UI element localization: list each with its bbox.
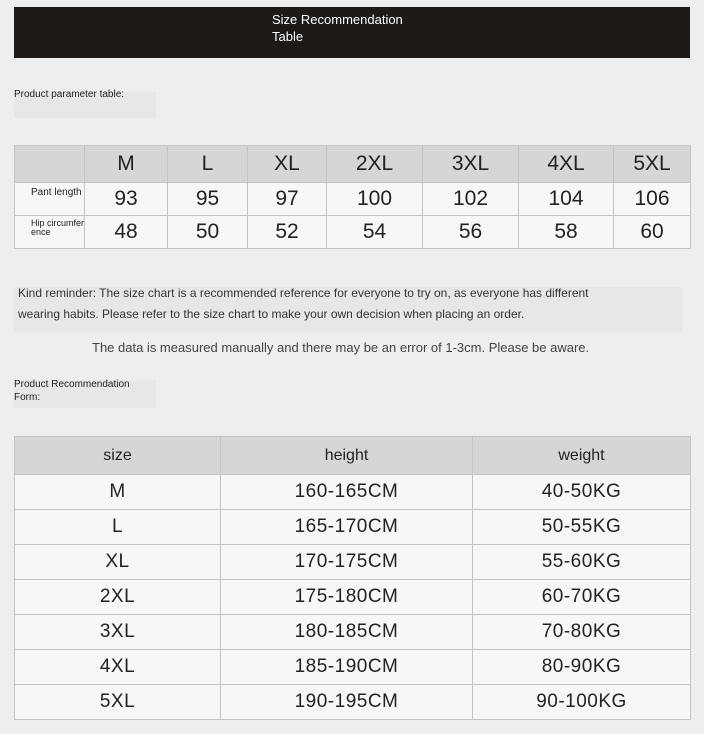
table-cell: 93	[85, 183, 168, 216]
table-row	[15, 685, 691, 720]
size-header: 3XL	[423, 146, 519, 183]
table-cell: 106	[614, 183, 691, 216]
table-cell: 102	[423, 183, 519, 216]
table-cell: XL	[15, 545, 221, 580]
banner-title: Size Recommendation Table	[272, 12, 403, 44]
table-cell: 48	[85, 216, 168, 249]
table-cell: 80-90KG	[473, 650, 691, 685]
table-cell: 54	[327, 216, 423, 249]
row-label-cell	[15, 216, 85, 249]
table-row	[15, 510, 691, 545]
table-cell: 50-55KG	[473, 510, 691, 545]
table-row	[15, 216, 691, 249]
table-cell: 2XL	[15, 580, 221, 615]
measurement-note: The data is measured manually and there may be an error of 1-3cm. Please be aware.	[92, 340, 590, 355]
table-row	[15, 650, 691, 685]
parameter-table-label: Product parameter table:	[14, 89, 125, 100]
row-label: Pant length	[31, 187, 82, 198]
table-row	[15, 580, 691, 615]
size-header: 2XL	[327, 146, 423, 183]
table-cell: 70-80KG	[473, 615, 691, 650]
table-cell: 3XL	[15, 615, 221, 650]
table-cell: 50	[168, 216, 248, 249]
header-corner	[15, 146, 85, 183]
title-banner	[14, 7, 690, 58]
table-row	[15, 545, 691, 580]
table-cell: 58	[519, 216, 614, 249]
size-header: L	[168, 146, 248, 183]
table-cell: 100	[327, 183, 423, 216]
table-row	[15, 183, 691, 216]
table-cell: 95	[168, 183, 248, 216]
table-cell: 40-50KG	[473, 475, 691, 510]
table-cell: 56	[423, 216, 519, 249]
parameter-table	[14, 145, 691, 249]
size-header: 5XL	[614, 146, 691, 183]
parameter-header-row	[15, 146, 691, 183]
table-row	[15, 615, 691, 650]
kind-reminder	[18, 283, 678, 325]
table-cell: 97	[248, 183, 327, 216]
table-cell: 60	[614, 216, 691, 249]
column-header: weight	[473, 437, 691, 475]
reminder-line: Kind reminder: The size chart is a recommended reference for everyone to try on, as everyone has different	[18, 286, 589, 300]
table-cell: 185-190CM	[221, 650, 473, 685]
recommendation-header-row	[15, 437, 691, 475]
column-header: height	[221, 437, 473, 475]
table-cell: M	[15, 475, 221, 510]
table-cell: 55-60KG	[473, 545, 691, 580]
table-cell: 165-170CM	[221, 510, 473, 545]
size-header: M	[85, 146, 168, 183]
table-cell: 5XL	[15, 685, 221, 720]
table-cell: 60-70KG	[473, 580, 691, 615]
size-header: XL	[248, 146, 327, 183]
table-cell: 175-180CM	[221, 580, 473, 615]
table-cell: L	[15, 510, 221, 545]
table-row	[15, 475, 691, 510]
table-cell: 52	[248, 216, 327, 249]
table-cell: 104	[519, 183, 614, 216]
table-cell: 90-100KG	[473, 685, 691, 720]
row-label: Hip circumference	[31, 218, 85, 237]
table-cell: 170-175CM	[221, 545, 473, 580]
recommendation-table	[14, 436, 691, 720]
size-header: 4XL	[519, 146, 614, 183]
row-label-cell	[15, 183, 85, 216]
reminder-line: wearing habits. Please refer to the size chart to make your own decision when placing an order.	[18, 307, 525, 321]
table-cell: 4XL	[15, 650, 221, 685]
recommendation-table-label: Product Recommendation Form:	[14, 379, 130, 403]
table-cell: 180-185CM	[221, 615, 473, 650]
column-header: size	[15, 437, 221, 475]
table-cell: 190-195CM	[221, 685, 473, 720]
table-cell: 160-165CM	[221, 475, 473, 510]
